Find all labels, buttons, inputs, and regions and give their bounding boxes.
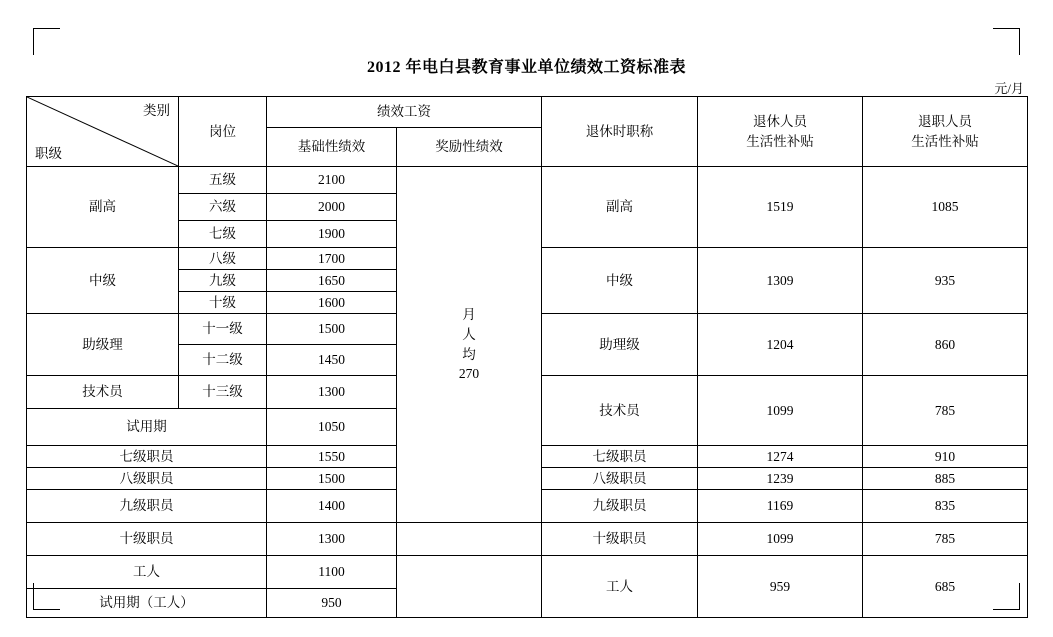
unit-note: 元/月 <box>994 81 1024 96</box>
corner-header-cell <box>27 97 179 167</box>
incentive-performance-cell <box>397 167 542 523</box>
base-performance-cell: 1650 <box>267 270 397 292</box>
single-row-label: 工人 <box>27 556 267 589</box>
post-cell: 五级 <box>179 167 267 194</box>
retiree-subsidy-cell: 1204 <box>698 314 863 376</box>
category-cell: 副高 <box>27 167 179 248</box>
header-incentive-performance: 奖励性绩效 <box>397 128 542 167</box>
resign-subsidy-cell: 910 <box>863 446 1028 468</box>
retire-title-cell: 工人 <box>542 556 698 618</box>
base-performance-cell: 1400 <box>267 490 397 523</box>
resign-subsidy-cell: 885 <box>863 468 1028 490</box>
base-performance-cell: 1500 <box>267 468 397 490</box>
table-row <box>27 167 1028 194</box>
header-performance-group: 绩效工资 <box>267 97 542 128</box>
header-post: 岗位 <box>179 97 267 167</box>
table-header-row-1 <box>27 97 1028 128</box>
header-retiree-subsidy-line2: 生活性补贴 <box>746 133 814 149</box>
base-performance-cell: 1550 <box>267 446 397 468</box>
incentive-line-4: 270 <box>458 366 480 382</box>
base-performance-cell: 1700 <box>267 248 397 270</box>
base-performance-cell: 1500 <box>267 314 397 345</box>
post-cell: 八级 <box>179 248 267 270</box>
base-performance-cell: 1450 <box>267 345 397 376</box>
retiree-subsidy-cell: 1099 <box>698 523 863 556</box>
base-performance-cell: 2000 <box>267 194 397 221</box>
resign-subsidy-cell: 935 <box>863 248 1028 314</box>
single-row-label: 试用期 <box>27 409 267 446</box>
resign-subsidy-cell: 835 <box>863 490 1028 523</box>
retiree-subsidy-cell: 1519 <box>698 167 863 248</box>
single-row-label: 试用期（工人） <box>27 589 267 618</box>
base-performance-cell: 1100 <box>267 556 397 589</box>
retire-title-cell: 八级职员 <box>542 468 698 490</box>
header-retire-title: 退休时职称 <box>542 97 698 167</box>
retire-title-cell: 九级职员 <box>542 490 698 523</box>
resign-subsidy-cell: 1085 <box>863 167 1028 248</box>
retire-title-cell: 助理级 <box>542 314 698 376</box>
header-resign-subsidy-line2: 生活性补贴 <box>911 133 979 149</box>
corner-top-label: 类别 <box>143 103 170 118</box>
post-cell: 七级 <box>179 221 267 248</box>
retiree-subsidy-cell: 1309 <box>698 248 863 314</box>
single-row-label: 十级职员 <box>27 523 267 556</box>
crop-mark-top-left <box>33 28 60 55</box>
single-row-label: 七级职员 <box>27 446 267 468</box>
incentive-performance-spacer <box>397 556 542 618</box>
base-performance-cell: 1050 <box>267 409 397 446</box>
retiree-subsidy-cell: 1274 <box>698 446 863 468</box>
table-row <box>27 523 1028 556</box>
corner-bottom-label: 职级 <box>35 146 62 162</box>
category-cell: 中级 <box>27 248 179 314</box>
post-cell: 十级 <box>179 292 267 314</box>
crop-mark-top-right <box>993 28 1020 55</box>
retiree-subsidy-cell: 959 <box>698 556 863 618</box>
retiree-subsidy-cell: 1099 <box>698 376 863 446</box>
incentive-line-2: 人 <box>462 326 476 342</box>
table-row <box>27 556 1028 589</box>
base-performance-cell: 1600 <box>267 292 397 314</box>
single-row-label: 九级职员 <box>27 490 267 523</box>
header-retiree-subsidy-line1: 退休人员 <box>753 113 807 129</box>
base-performance-cell: 950 <box>267 589 397 618</box>
incentive-performance-spacer <box>397 523 542 556</box>
header-resign-subsidy <box>863 97 1028 167</box>
header-retiree-subsidy <box>698 97 863 167</box>
post-cell: 九级 <box>179 270 267 292</box>
base-performance-cell: 1300 <box>267 523 397 556</box>
retiree-subsidy-cell: 1239 <box>698 468 863 490</box>
post-cell: 六级 <box>179 194 267 221</box>
single-row-label: 八级职员 <box>27 468 267 490</box>
post-cell: 十一级 <box>179 314 267 345</box>
post-cell: 十二级 <box>179 345 267 376</box>
incentive-line-1: 月 <box>462 307 476 323</box>
base-performance-cell: 2100 <box>267 167 397 194</box>
resign-subsidy-cell: 685 <box>863 556 1028 618</box>
post-cell: 十三级 <box>179 376 267 409</box>
retire-title-cell: 十级职员 <box>542 523 698 556</box>
resign-subsidy-cell: 860 <box>863 314 1028 376</box>
header-resign-subsidy-line1: 退职人员 <box>918 113 972 129</box>
retire-title-cell: 七级职员 <box>542 446 698 468</box>
category-cell: 助级理 <box>27 314 179 376</box>
retire-title-cell: 技术员 <box>542 376 698 446</box>
retiree-subsidy-cell: 1169 <box>698 490 863 523</box>
retire-title-cell: 副高 <box>542 167 698 248</box>
salary-standard-table <box>26 96 1028 618</box>
base-performance-cell: 1900 <box>267 221 397 248</box>
incentive-line-3: 均 <box>462 346 476 362</box>
page-title: 2012 年电白县教育事业单位绩效工资标准表 <box>366 59 686 76</box>
resign-subsidy-cell: 785 <box>863 523 1028 556</box>
category-cell: 技术员 <box>27 376 179 409</box>
base-performance-cell: 1300 <box>267 376 397 409</box>
resign-subsidy-cell: 785 <box>863 376 1028 446</box>
header-base-performance: 基础性绩效 <box>267 128 397 167</box>
retire-title-cell: 中级 <box>542 248 698 314</box>
